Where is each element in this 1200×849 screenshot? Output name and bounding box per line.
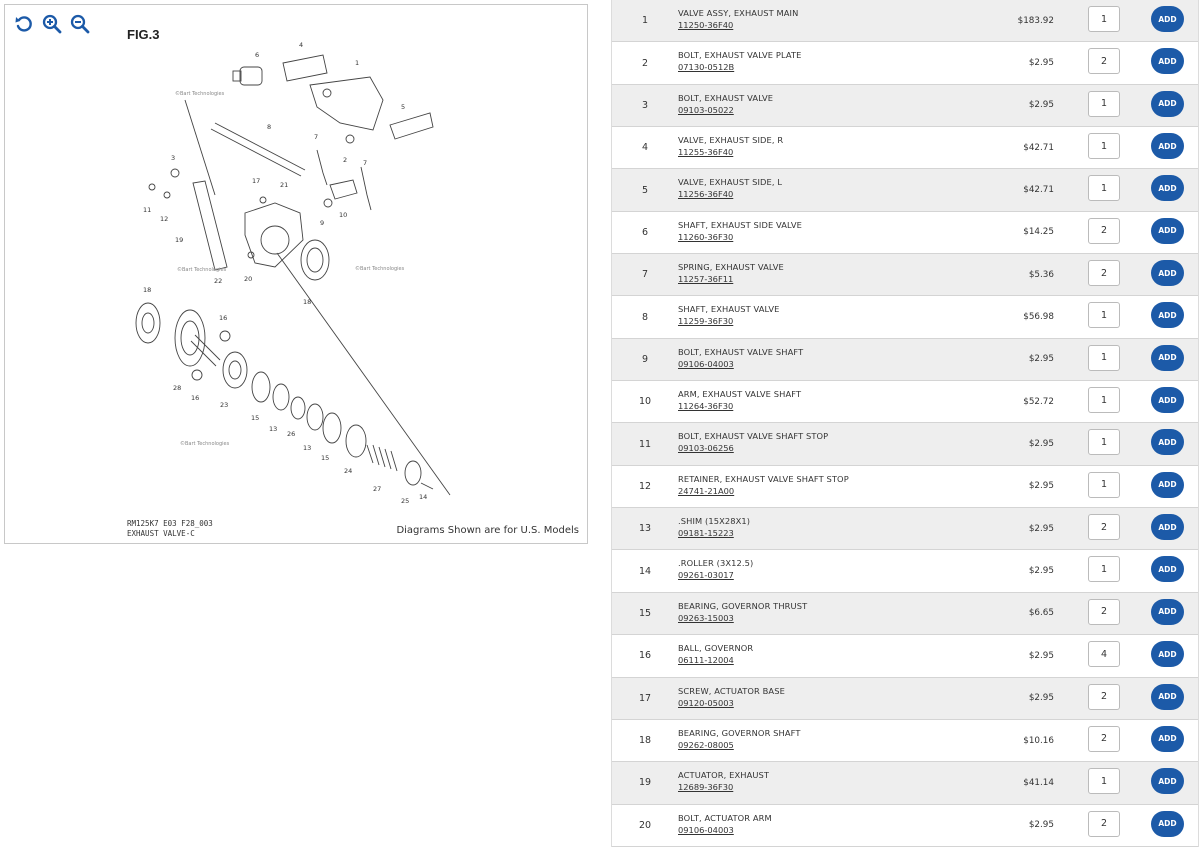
part-description xyxy=(678,303,978,328)
item-number: 1 xyxy=(641,15,649,27)
add-to-cart-button[interactable]: ADD xyxy=(1151,175,1184,201)
part-name: BOLT, EXHAUST VALVE SHAFT STOP xyxy=(678,431,829,442)
svg-text:18: 18 xyxy=(303,298,312,306)
table-row xyxy=(612,0,1198,42)
part-description xyxy=(678,769,978,794)
part-description xyxy=(678,642,978,667)
svg-text:4: 4 xyxy=(299,41,304,49)
table-row xyxy=(612,42,1198,84)
part-name: SHAFT, EXHAUST SIDE VALVE xyxy=(678,219,802,230)
table-row xyxy=(612,762,1198,804)
item-number: 10 xyxy=(638,396,652,408)
svg-text:3: 3 xyxy=(171,154,176,162)
svg-text:15: 15 xyxy=(251,414,260,422)
diagram-note: Diagrams Shown are for U.S. Models xyxy=(396,525,579,536)
quantity-input[interactable] xyxy=(1088,811,1120,837)
item-number: 20 xyxy=(638,819,652,831)
table-row xyxy=(612,212,1198,254)
part-name: .ROLLER (3X12.5) xyxy=(678,558,754,569)
part-number-link[interactable]: 07130-0512B xyxy=(678,62,735,73)
quantity-input[interactable] xyxy=(1088,726,1120,752)
part-price: $14.25 xyxy=(1023,227,1054,238)
exploded-parts-diagram xyxy=(5,5,588,544)
quantity-input[interactable] xyxy=(1088,768,1120,794)
table-row xyxy=(612,127,1198,169)
svg-text:6: 6 xyxy=(255,51,260,59)
table-row xyxy=(612,805,1198,847)
quantity-input[interactable] xyxy=(1088,641,1120,667)
part-number-link[interactable]: 11255-36F40 xyxy=(678,147,734,158)
part-description xyxy=(678,219,978,244)
part-price: $41.14 xyxy=(1023,777,1054,788)
svg-text:7: 7 xyxy=(363,159,368,167)
part-name: VALVE, EXHAUST SIDE, R xyxy=(678,135,784,146)
item-number: 7 xyxy=(641,269,649,281)
svg-text:9: 9 xyxy=(320,219,325,227)
item-number: 8 xyxy=(641,311,649,323)
quantity-input[interactable] xyxy=(1088,514,1120,540)
part-price: $2.95 xyxy=(1028,481,1054,492)
part-description xyxy=(678,388,978,413)
part-number-link[interactable]: 11264-36F30 xyxy=(678,401,734,412)
part-name: SCREW, ACTUATOR BASE xyxy=(678,685,785,696)
item-number: 5 xyxy=(641,184,649,196)
table-row xyxy=(612,296,1198,338)
svg-text:11: 11 xyxy=(143,206,152,214)
quantity-input[interactable] xyxy=(1088,556,1120,582)
part-number-link[interactable]: 12689-36F30 xyxy=(678,782,734,793)
add-to-cart-button[interactable]: ADD xyxy=(1151,472,1184,498)
part-number-link[interactable]: 09261-03017 xyxy=(678,570,734,581)
watermark: ©Bart Technologies xyxy=(355,266,405,272)
part-name: .SHIM (15X28X1) xyxy=(678,516,751,527)
part-description xyxy=(678,49,978,74)
svg-text:15: 15 xyxy=(321,454,330,462)
svg-text:21: 21 xyxy=(280,181,289,189)
part-price: $2.95 xyxy=(1028,523,1054,534)
item-number: 6 xyxy=(641,226,649,238)
part-description xyxy=(678,600,978,625)
item-number: 2 xyxy=(641,57,649,69)
part-number-link[interactable]: 11257-36F11 xyxy=(678,274,734,285)
part-price: $2.95 xyxy=(1028,58,1054,69)
svg-text:20: 20 xyxy=(244,275,253,283)
part-number-link[interactable]: 09106-04003 xyxy=(678,824,734,835)
part-price: $42.71 xyxy=(1023,142,1054,153)
part-price: $52.72 xyxy=(1023,396,1054,407)
item-number: 19 xyxy=(638,777,652,789)
svg-text:24: 24 xyxy=(344,467,353,475)
add-to-cart-button[interactable]: ADD xyxy=(1151,429,1184,455)
part-price: $10.16 xyxy=(1023,735,1054,746)
watermark: ©Bart Technologies xyxy=(177,267,227,273)
part-price: $2.95 xyxy=(1028,820,1054,831)
table-row xyxy=(612,339,1198,381)
part-name: BOLT, EXHAUST VALVE SHAFT xyxy=(678,346,804,357)
item-number: 14 xyxy=(638,565,652,577)
table-row xyxy=(612,381,1198,423)
figure-label: FIG.3 xyxy=(127,27,160,42)
part-description xyxy=(678,430,978,455)
part-price: $2.95 xyxy=(1028,100,1054,111)
quantity-input[interactable] xyxy=(1088,302,1120,328)
part-description xyxy=(678,557,978,582)
part-price: $2.95 xyxy=(1028,354,1054,365)
part-price: $2.95 xyxy=(1028,566,1054,577)
add-to-cart-button[interactable]: ADD xyxy=(1151,641,1184,667)
svg-text:27: 27 xyxy=(373,485,382,493)
part-price: $42.71 xyxy=(1023,185,1054,196)
item-number: 9 xyxy=(641,353,649,365)
part-description xyxy=(678,7,978,32)
diagram-code-line: RM125K7 E03 F28_003 xyxy=(127,519,213,528)
part-number-link[interactable]: 11250-36F40 xyxy=(678,20,734,30)
diagram-code-line: EXHAUST VALVE-C xyxy=(127,529,195,538)
item-number: 4 xyxy=(641,142,649,154)
part-number-link[interactable]: 11259-36F30 xyxy=(678,316,734,327)
svg-text:28: 28 xyxy=(173,384,182,392)
item-number: 12 xyxy=(638,480,652,492)
part-name: VALVE, EXHAUST SIDE, L xyxy=(678,177,783,188)
item-number: 3 xyxy=(641,99,649,111)
svg-text:16: 16 xyxy=(219,314,228,322)
add-to-cart-button[interactable]: ADD xyxy=(1151,345,1184,371)
table-row xyxy=(612,593,1198,635)
svg-text:26: 26 xyxy=(287,430,296,438)
part-number-link[interactable]: 09103-05022 xyxy=(678,104,734,115)
svg-text:7: 7 xyxy=(314,133,319,141)
part-price: $5.36 xyxy=(1028,269,1054,280)
part-description xyxy=(678,727,978,752)
part-description xyxy=(678,473,978,498)
parts-table xyxy=(611,0,1199,847)
item-number: 15 xyxy=(638,607,652,619)
add-to-cart-button[interactable]: ADD xyxy=(1151,6,1184,32)
part-number-link[interactable]: 09263-15003 xyxy=(678,612,734,623)
svg-text:23: 23 xyxy=(220,401,229,409)
quantity-input[interactable] xyxy=(1088,6,1120,32)
add-to-cart-button[interactable]: ADD xyxy=(1151,302,1184,328)
table-row xyxy=(612,254,1198,296)
svg-text:13: 13 xyxy=(269,425,278,433)
add-to-cart-button[interactable]: ADD xyxy=(1151,387,1184,413)
table-row xyxy=(612,85,1198,127)
svg-text:14: 14 xyxy=(419,493,428,501)
quantity-input[interactable] xyxy=(1088,387,1120,413)
svg-text:19: 19 xyxy=(175,236,184,244)
part-number-link[interactable]: 09103-06256 xyxy=(678,443,734,454)
part-name: ACTUATOR, EXHAUST xyxy=(678,770,770,781)
part-number-link[interactable]: 09181-15223 xyxy=(678,528,734,539)
table-row xyxy=(612,720,1198,762)
part-number-link[interactable]: 11256-36F40 xyxy=(678,189,734,200)
part-name: BEARING, GOVERNOR THRUST xyxy=(678,600,808,611)
part-number-link[interactable]: 06111-12004 xyxy=(678,655,734,666)
add-to-cart-button[interactable]: ADD xyxy=(1151,91,1184,117)
svg-text:1: 1 xyxy=(355,59,360,67)
part-number-link[interactable]: 11260-36F30 xyxy=(678,231,734,242)
table-row xyxy=(612,635,1198,677)
add-to-cart-button[interactable]: ADD xyxy=(1151,684,1184,710)
watermark: ©Bart Technologies xyxy=(175,91,225,97)
quantity-input[interactable] xyxy=(1088,175,1120,201)
part-number-link[interactable]: 24741-21A00 xyxy=(678,485,735,496)
add-to-cart-button[interactable]: ADD xyxy=(1151,726,1184,752)
svg-text:16: 16 xyxy=(191,394,200,402)
table-row xyxy=(612,423,1198,465)
table-row xyxy=(612,466,1198,508)
part-description xyxy=(678,812,978,837)
svg-text:12: 12 xyxy=(160,215,169,223)
part-number-link[interactable]: 09262-08005 xyxy=(678,739,734,750)
svg-text:10: 10 xyxy=(339,211,348,219)
quantity-input[interactable] xyxy=(1088,91,1120,117)
part-name: VALVE ASSY, EXHAUST MAIN xyxy=(678,8,799,18)
part-price: $2.95 xyxy=(1028,693,1054,704)
add-to-cart-button[interactable]: ADD xyxy=(1151,811,1184,837)
part-price: $2.95 xyxy=(1028,650,1054,661)
part-description xyxy=(678,685,978,710)
quantity-input[interactable] xyxy=(1088,472,1120,498)
add-to-cart-button[interactable]: ADD xyxy=(1151,768,1184,794)
table-row xyxy=(612,678,1198,720)
table-row xyxy=(612,550,1198,592)
quantity-input[interactable] xyxy=(1088,684,1120,710)
part-description xyxy=(678,261,978,286)
part-name: SPRING, EXHAUST VALVE xyxy=(678,262,784,273)
part-name: RETAINER, EXHAUST VALVE SHAFT STOP xyxy=(678,473,849,484)
part-name: BOLT, EXHAUST VALVE xyxy=(678,92,774,103)
part-description xyxy=(678,346,978,371)
part-description xyxy=(678,515,978,540)
part-name: SHAFT, EXHAUST VALVE xyxy=(678,304,780,315)
part-description xyxy=(678,176,978,201)
svg-text:22: 22 xyxy=(214,277,223,285)
diagram-code xyxy=(127,519,213,539)
part-name: BEARING, GOVERNOR SHAFT xyxy=(678,727,801,738)
watermark: ©Bart Technologies xyxy=(180,441,230,447)
quantity-input[interactable] xyxy=(1088,48,1120,74)
svg-text:8: 8 xyxy=(267,123,272,131)
quantity-input[interactable] xyxy=(1088,260,1120,286)
quantity-input[interactable] xyxy=(1088,599,1120,625)
part-price: $56.98 xyxy=(1023,312,1054,323)
add-to-cart-button[interactable]: ADD xyxy=(1151,133,1184,159)
part-description xyxy=(678,92,978,117)
diagram-panel xyxy=(4,4,588,544)
svg-text:5: 5 xyxy=(401,103,406,111)
part-number-link[interactable]: 09106-04003 xyxy=(678,358,734,369)
item-number: 13 xyxy=(638,523,652,535)
item-number: 18 xyxy=(638,735,652,747)
part-price: $6.65 xyxy=(1028,608,1054,619)
callout-labels xyxy=(143,41,427,505)
quantity-input[interactable] xyxy=(1088,218,1120,244)
part-price: $183.92 xyxy=(1017,15,1054,26)
add-to-cart-button[interactable]: ADD xyxy=(1151,556,1184,582)
add-to-cart-button[interactable]: ADD xyxy=(1151,218,1184,244)
part-name: ARM, EXHAUST VALVE SHAFT xyxy=(678,389,802,400)
part-name: BALL, GOVERNOR xyxy=(678,643,754,654)
quantity-input[interactable] xyxy=(1088,345,1120,371)
item-number: 11 xyxy=(638,438,652,450)
add-to-cart-button[interactable]: ADD xyxy=(1151,514,1184,540)
add-to-cart-button[interactable]: ADD xyxy=(1151,48,1184,74)
add-to-cart-button[interactable]: ADD xyxy=(1151,599,1184,625)
add-to-cart-button[interactable]: ADD xyxy=(1151,260,1184,286)
item-number: 17 xyxy=(638,692,652,704)
item-number: 16 xyxy=(638,650,652,662)
quantity-input[interactable] xyxy=(1088,429,1120,455)
svg-text:18: 18 xyxy=(143,286,152,294)
part-name: BOLT, ACTUATOR ARM xyxy=(678,812,772,823)
part-number-link[interactable]: 09120-05003 xyxy=(678,697,734,708)
part-description xyxy=(678,134,978,159)
svg-text:17: 17 xyxy=(252,177,261,185)
svg-text:13: 13 xyxy=(303,444,312,452)
part-price: $2.95 xyxy=(1028,439,1054,450)
table-row xyxy=(612,169,1198,211)
table-row xyxy=(612,508,1198,550)
svg-text:25: 25 xyxy=(401,497,410,505)
quantity-input[interactable] xyxy=(1088,133,1120,159)
svg-text:2: 2 xyxy=(343,156,348,164)
part-name: BOLT, EXHAUST VALVE PLATE xyxy=(678,50,802,61)
